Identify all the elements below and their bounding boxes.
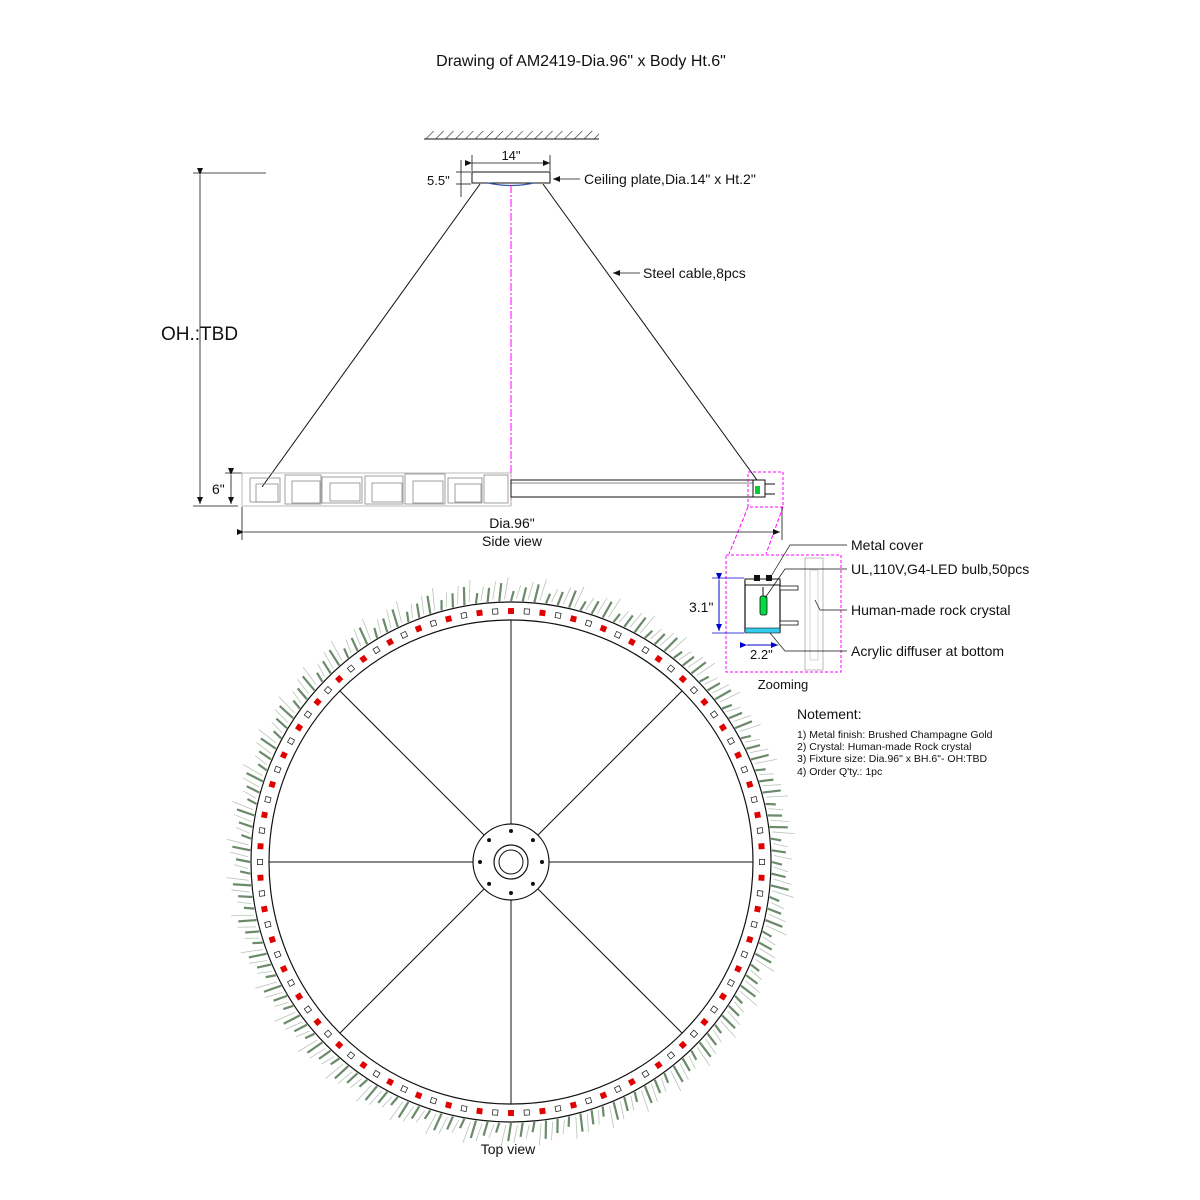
zoom-height-label: 3.1" <box>689 599 714 615</box>
top-view <box>226 577 794 1157</box>
callout-metal-cover: Metal cover <box>851 537 924 553</box>
acrylic-diffuser <box>745 628 780 633</box>
callout-rock-crystal: Human-made rock crystal <box>851 602 1011 618</box>
notes-heading: Notement: <box>797 706 862 722</box>
drawing-title: Drawing of AM2419-Dia.96" x Body Ht.6" <box>436 53 726 70</box>
callout-acrylic-diffuser: Acrylic diffuser at bottom <box>851 643 1005 659</box>
zoom-view-label: Zooming <box>757 677 809 692</box>
side-view-label: Side view <box>482 533 542 549</box>
overall-height-label: OH.:TBD <box>161 324 239 345</box>
ceiling-plate-label: Ceiling plate,Dia.14" x Ht.2" <box>584 171 756 187</box>
side-view <box>161 131 783 554</box>
callout-led-bulb: UL,110V,G4-LED bulb,50pcs <box>851 561 1030 577</box>
note-2: 2) Crystal: Human-made Rock crystal <box>797 741 972 753</box>
cable-label: Steel cable,8pcs <box>643 265 746 281</box>
plate-drop-label: 5.5" <box>427 173 450 188</box>
steel-cable-left <box>262 184 480 487</box>
zoom-width-label: 2.2" <box>750 647 773 662</box>
diameter-label: Dia.96" <box>489 515 535 531</box>
steel-cable-right <box>543 184 762 487</box>
ceiling-plate <box>472 172 550 183</box>
zoom-detail <box>689 537 1029 692</box>
plate-width-label: 14" <box>501 148 521 163</box>
note-3: 3) Fixture size: Dia.96" x BH.6"- OH:TBD <box>797 753 988 765</box>
led-bulb <box>760 596 767 615</box>
notes-block <box>797 706 993 778</box>
body-height-label: 6" <box>212 481 225 497</box>
note-1: 1) Metal finish: Brushed Champagne Gold <box>797 729 993 741</box>
ring-section-body <box>511 480 753 497</box>
note-4: 4) Order Q'ty.: 1pc <box>797 766 883 778</box>
crystal-body-side <box>242 473 511 506</box>
top-view-label: Top view <box>480 1141 536 1157</box>
ceiling-hatch <box>424 131 599 139</box>
